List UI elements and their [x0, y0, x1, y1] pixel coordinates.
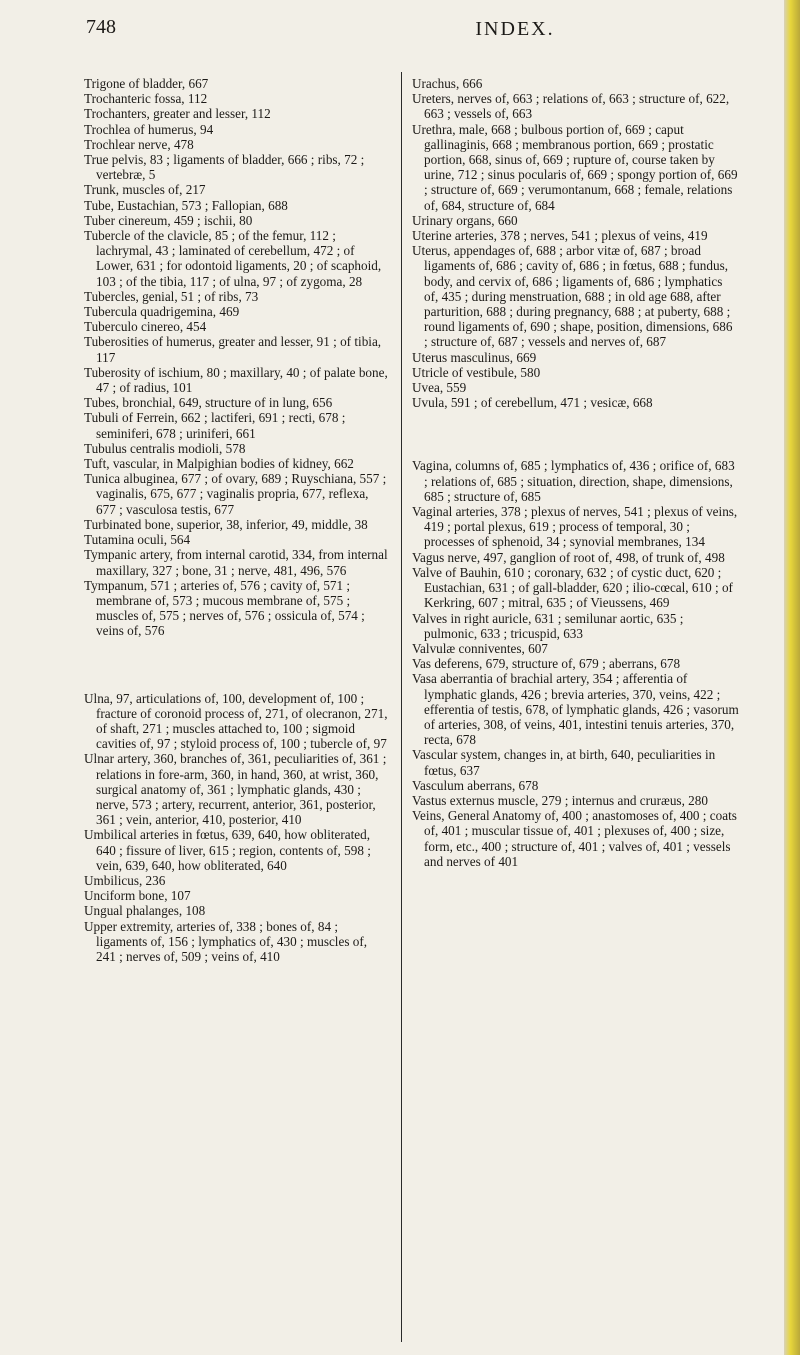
- index-entry: Umbilical arteries in fœtus, 639, 640, how obliterated, 640 ; fissure of liver, 615 ; region, contents of, 598 ; vein, 639, 640, how obliterated, 640: [84, 827, 371, 873]
- index-entry: Uvea, 559: [412, 380, 467, 396]
- index-entry: Uterine arteries, 378 ; nerves, 541 ; plexus of veins, 419: [412, 228, 708, 244]
- index-entry: Tutamina oculi, 564: [84, 532, 191, 548]
- index-entry: Tubes, bronchial, 649, structure of in lung, 656: [84, 395, 333, 411]
- index-entry: Trochlear nerve, 478: [84, 136, 194, 152]
- index-entry: Tuft, vascular, in Malpighian bodies of kidney, 662: [84, 456, 354, 472]
- index-entry: Tubuli of Ferrein, 662 ; lactiferi, 691 ; recti, 678 ; seminiferi, 678 ; uriniferi, 661: [84, 410, 346, 441]
- index-entry: Vagina, columns of, 685 ; lymphatics of, 436 ; orifice of, 683 ; relations of, 685 ; situation, direction, shape, dimensions, 685 ; structure of, 685: [412, 458, 735, 504]
- page-header: [50, 16, 750, 46]
- index-entry: Valves in right auricle, 631 ; semilunar aortic, 635 ; pulmonic, 633 ; tricuspid, 633: [412, 610, 684, 641]
- index-entry: Vastus externus muscle, 279 ; internus and cruræus, 280: [412, 792, 708, 808]
- index-entry: Tuber cinereum, 459 ; ischii, 80: [84, 212, 253, 228]
- index-entry: Trigone of bladder, 667: [84, 76, 209, 91]
- index-entry: Umbilicus, 236: [84, 872, 166, 888]
- index-entry: Upper extremity, arteries of, 338 ; bones of, 84 ; ligaments of, 156 ; lymphatics of, 430 ; muscles of, 241 ; nerves of, 509 ; veins of, 410: [84, 918, 368, 964]
- index-entry: Ungual phalanges, 108: [84, 903, 206, 919]
- index-entry: Ureters, nerves of, 663 ; relations of, 663 ; structure of, 622, 663 ; vessels of, 663: [412, 91, 730, 122]
- running-head: INDEX.: [475, 18, 555, 40]
- index-entry: Urachus, 666: [412, 76, 483, 91]
- index-entry: Veins, General Anatomy of, 400 ; anastomoses of, 400 ; coats of, 401 ; muscular tissue of, 401 ; plexuses of, 400 ; size, form, etc., 400 ; structure of, 401 ; valves of, 401 ; vessels and nerves of 401: [412, 808, 737, 869]
- index-entry: Tuberosity of ischium, 80 ; maxillary, 40 ; of palate bone, 47 ; of radius, 101: [84, 364, 388, 396]
- column-divider: [401, 72, 402, 1342]
- index-entry: Vas deferens, 679, structure of, 679 ; aberrans, 678: [412, 656, 681, 672]
- index-entry: Trochanteric fossa, 112: [84, 91, 208, 107]
- index-entry: Urethra, male, 668 ; bulbous portion of, 669 ; caput gallinaginis, 668 ; membranous portion, 669 ; prostatic portion, 668, sinus of, 669 ; rupture of, course taken by urine, 712 ; sinus pocularis of, 669 ; spongy portion of, 669 ; structure of, 669 ; verumontanum, 668 ; female, relations of, 684, structure of, 684: [412, 121, 738, 213]
- index-entry: Tubercula quadrigemina, 469: [84, 304, 240, 320]
- index-entry: Vascular system, changes in, at birth, 640, peculiarities in fœtus, 637: [412, 747, 716, 778]
- index-entry: Uvula, 591 ; of cerebellum, 471 ; vesicæ, 668: [412, 395, 653, 411]
- index-entry: Vagus nerve, 497, ganglion of root of, 498, of trunk of, 498: [412, 549, 725, 565]
- index-entry: Vasculum aberrans, 678: [412, 777, 539, 793]
- index-entry: Unciform bone, 107: [84, 888, 191, 904]
- index-entry: Tuberculo cinereo, 454: [84, 319, 207, 335]
- index-entry: Tunica albuginea, 677 ; of ovary, 689 ; Ruyschiana, 557 ; vaginalis, 675, 677 ; vaginalis propria, 677, reflexa, 677 ; vasculosa testis, 677: [84, 471, 387, 517]
- letter-section-gap: [84, 639, 389, 691]
- index-entry: Tubulus centralis modioli, 578: [84, 440, 246, 456]
- index-column-left: [84, 76, 389, 964]
- index-entry: Valvulæ conniventes, 607: [412, 640, 548, 656]
- index-entry: Tubercles, genial, 51 ; of ribs, 73: [84, 288, 259, 304]
- index-entry: Trunk, muscles of, 217: [84, 182, 206, 198]
- index-entry: Tubercle of the clavicle, 85 ; of the femur, 112 ; lachrymal, 43 ; laminated of cerebellum, 472 ; of Lower, 631 ; for odontoid ligaments, 20 ; of scaphoid, 103 ; of the tibia, 117 ; of ulna, 97 ; of zygoma, 28: [84, 228, 382, 289]
- index-entry: Tympanic artery, from internal carotid, 334, from internal maxillary, 327 ; bone, 31 ; nerve, 481, 496, 576: [84, 547, 388, 578]
- index-entry: Tympanum, 571 ; arteries of, 576 ; cavity of, 571 ; membrane of, 573 ; mucous membrane of, 575 ; muscles of, 575 ; nerves of, 576 ; ossicula of, 574 ; veins of, 576: [84, 577, 365, 639]
- index-entry: Utricle of vestibule, 580: [412, 364, 541, 380]
- index-entry: Uterus, appendages of, 688 ; arbor vitæ of, 687 ; broad ligaments of, 686 ; cavity of, 686 ; in fœtus, 688 ; fundus, body, and cervix of, 686 ; ligaments of, 686 ; lymphatics of, 435 ; during menstruation, 688 ; in old age 688, after parturition, 688 ; during pregnancy, 688 ; at puberty, 688 ; round ligaments of, 690 ; shape, position, dimensions, 686 ; structure of, 687 ; vessels and nerves of, 687: [412, 243, 733, 350]
- index-entry: Uterus masculinus, 669: [412, 349, 537, 365]
- index-entry: Trochanters, greater and lesser, 112: [84, 106, 271, 122]
- index-entry: Turbinated bone, superior, 38, inferior, 49, middle, 38: [84, 516, 368, 532]
- letter-section-gap: [412, 410, 739, 458]
- index-entry: Ulnar artery, 360, branches of, 361, peculiarities of, 361 ; relations in fore-arm, 360, in hand, 360, at wrist, 360, surgical anatomy of, 361 ; lymphatic glands, 430 ; nerve, 573 ; artery, recurrent, anterior, 361, posterior, 361 ; vein, anterior, 410, posterior, 410: [84, 751, 387, 828]
- index-entry: True pelvis, 83 ; ligaments of bladder, 666 ; ribs, 72 ; vertebræ, 5: [84, 152, 365, 183]
- index-entry: Ulna, 97, articulations of, 100, development of, 100 ; fracture of coronoid process of, 271, of olecranon, 271, of shaft, 271 ; muscles attached to, 100 ; sigmoid cavities of, 97 ; styloid process of, 100 ; tubercle of, 97: [84, 690, 388, 752]
- page-edge: [784, 0, 800, 1355]
- index-entry: Vasa aberrantia of brachial artery, 354 ; afferentia of lymphatic glands, 426 ; brevia arteries, 370, veins, 422 ; efferentia of testis, 678, of lymphatic glands, 426 ; vasorum of arteries, 308, of veins, 401, intestini tenuis arteries, 370, recta, 678: [412, 671, 739, 748]
- index-entry: Urinary organs, 660: [412, 212, 518, 228]
- index-entry: Valve of Bauhin, 610 ; coronary, 632 ; of cystic duct, 620 ; Eustachian, 631 ; of gall-bladder, 620 ; ilio-cœcal, 610 ; of Kerkring, 607 ; mitral, 635 ; of Vieussens, 469: [412, 564, 733, 611]
- index-entry: Vaginal arteries, 378 ; plexus of nerves, 541 ; plexus of veins, 419 ; portal plexus, 619 ; process of temporal, 30 ; processes of sphenoid, 34 ; synovial membranes, 134: [412, 504, 738, 550]
- index-entry: Tuberosities of humerus, greater and lesser, 91 ; of tibia, 117: [84, 334, 382, 365]
- page-number: 748: [86, 16, 116, 38]
- index-column-right: [412, 76, 739, 869]
- index-entry: Tube, Eustachian, 573 ; Fallopian, 688: [84, 197, 288, 213]
- index-entry: Trochlea of humerus, 94: [84, 121, 214, 137]
